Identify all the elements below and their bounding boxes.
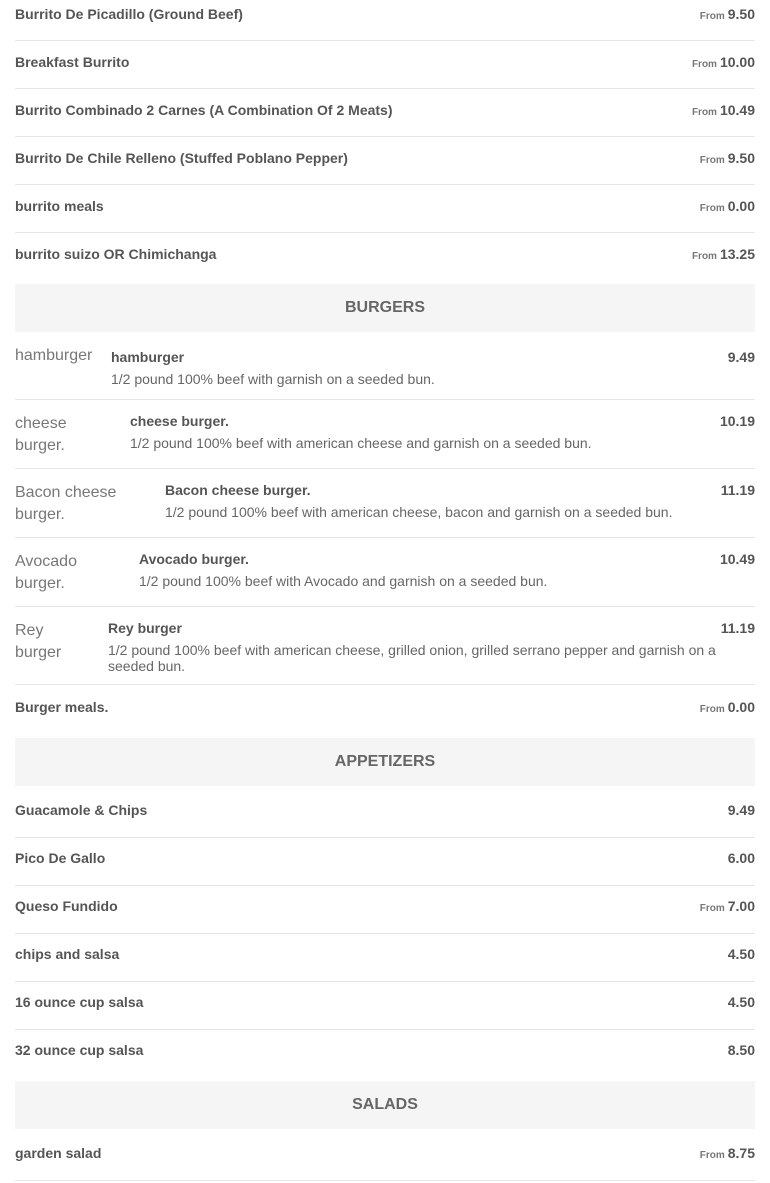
item-name: burrito suizo OR Chimichanga	[15, 246, 217, 262]
price-value: 0.00	[727, 699, 755, 715]
menu-item[interactable]	[15, 3, 755, 41]
item-description: 1/2 pound 100% beef with american cheese, grilled onion, grilled serrano pepper and garnish on a seeded bun.	[108, 642, 716, 674]
item-price	[700, 198, 755, 214]
item-price: 10.49	[719, 551, 755, 567]
item-description: 1/2 pound 100% beef with american cheese, bacon and garnish on a seeded bun.	[165, 504, 673, 520]
price-value: 9.50	[727, 6, 755, 22]
menu-item[interactable]	[15, 88, 755, 137]
menu-item[interactable]	[15, 40, 755, 89]
item-name: Burrito Combinado 2 Carnes (A Combination Of 2 Meats)	[15, 102, 393, 118]
price-value: 4.50	[727, 994, 755, 1010]
item-price: 11.19	[720, 482, 755, 498]
from-label: From	[691, 251, 717, 262]
price-value: 6.00	[727, 850, 755, 866]
item-name: Guacamole & Chips	[15, 802, 148, 818]
menu-item[interactable]	[15, 1029, 755, 1077]
menu-item[interactable]	[15, 933, 755, 982]
menu-item[interactable]	[15, 482, 755, 538]
item-price	[725, 994, 755, 1010]
item-name: Bacon cheese burger.	[165, 482, 311, 498]
item-description: 1/2 pound 100% beef with garnish on a seeded bun.	[111, 371, 435, 387]
item-image: Rey burger	[15, 622, 62, 661]
item-name: Rey burger	[108, 620, 182, 636]
item-image: cheese burger.	[15, 415, 67, 454]
section-header-burgers: BURGERS	[15, 284, 755, 332]
item-price	[692, 54, 755, 70]
menu-item[interactable]	[15, 981, 755, 1030]
item-name: 32 ounce cup salsa	[15, 1042, 144, 1058]
from-label: From	[699, 11, 725, 22]
section-header-appetizers: APPETIZERS	[15, 738, 755, 786]
item-price	[700, 150, 755, 166]
item-image: Avocado burger.	[15, 553, 77, 592]
item-price	[725, 850, 755, 866]
price-value: 9.50	[727, 150, 755, 166]
price-value: 7.00	[727, 898, 755, 914]
menu-item[interactable]	[15, 885, 755, 934]
from-label: From	[699, 1150, 725, 1161]
menu-item[interactable]	[15, 1132, 755, 1181]
menu-item[interactable]	[15, 620, 755, 685]
item-price	[725, 802, 755, 818]
from-label: From	[691, 59, 717, 70]
item-name: Queso Fundido	[15, 898, 118, 914]
price-value: 4.50	[727, 946, 755, 962]
menu-item[interactable]	[15, 184, 755, 233]
item-name: cheese burger.	[130, 413, 229, 429]
menu-item[interactable]	[15, 413, 755, 469]
item-name: 16 ounce cup salsa	[15, 994, 144, 1010]
price-value: 8.75	[727, 1145, 755, 1161]
menu-item[interactable]	[15, 789, 755, 838]
menu-item[interactable]	[15, 232, 755, 280]
price-value: 9.49	[727, 802, 755, 818]
from-label: From	[699, 903, 725, 914]
item-price	[725, 1042, 755, 1058]
item-name: burrito meals	[15, 198, 104, 214]
price-value: 10.00	[719, 54, 755, 70]
item-price	[692, 246, 755, 262]
menu-item[interactable]	[15, 349, 755, 400]
item-image: hamburger	[15, 347, 93, 364]
item-price	[700, 699, 755, 715]
from-label: From	[691, 107, 717, 118]
item-price	[692, 102, 755, 118]
item-name: hamburger	[111, 349, 185, 365]
price-value: 0.00	[727, 198, 755, 214]
menu-item[interactable]	[15, 551, 755, 607]
item-price: 10.19	[719, 413, 755, 429]
from-label: From	[699, 203, 725, 214]
item-description: 1/2 pound 100% beef with Avocado and garnish on a seeded bun.	[139, 573, 548, 589]
item-name: Pico De Gallo	[15, 850, 106, 866]
item-name: Burger meals.	[15, 699, 109, 715]
item-price	[700, 6, 755, 22]
item-description: 1/2 pound 100% beef with american cheese and garnish on a seeded bun.	[130, 435, 592, 451]
price-value: 10.49	[719, 102, 755, 118]
item-name: Breakfast Burrito	[15, 54, 130, 70]
item-price	[700, 1145, 755, 1161]
item-name: Burrito De Picadillo (Ground Beef)	[15, 6, 243, 22]
menu-item[interactable]	[15, 684, 755, 734]
item-price: 9.49	[727, 349, 755, 365]
item-price	[700, 898, 755, 914]
menu-item[interactable]	[15, 837, 755, 886]
from-label: From	[699, 704, 725, 715]
item-name: garden salad	[15, 1145, 102, 1161]
section-header-salads: SALADS	[15, 1081, 755, 1129]
item-price: 11.19	[720, 620, 755, 636]
item-image: Bacon cheese burger.	[15, 484, 117, 523]
price-value: 8.50	[727, 1042, 755, 1058]
item-name: Burrito De Chile Relleno (Stuffed Poblano Pepper)	[15, 150, 348, 166]
price-value: 13.25	[719, 246, 755, 262]
item-name: Avocado burger.	[139, 551, 249, 567]
item-name: chips and salsa	[15, 946, 120, 962]
menu-item[interactable]	[15, 136, 755, 185]
from-label: From	[699, 155, 725, 166]
item-price	[725, 946, 755, 962]
